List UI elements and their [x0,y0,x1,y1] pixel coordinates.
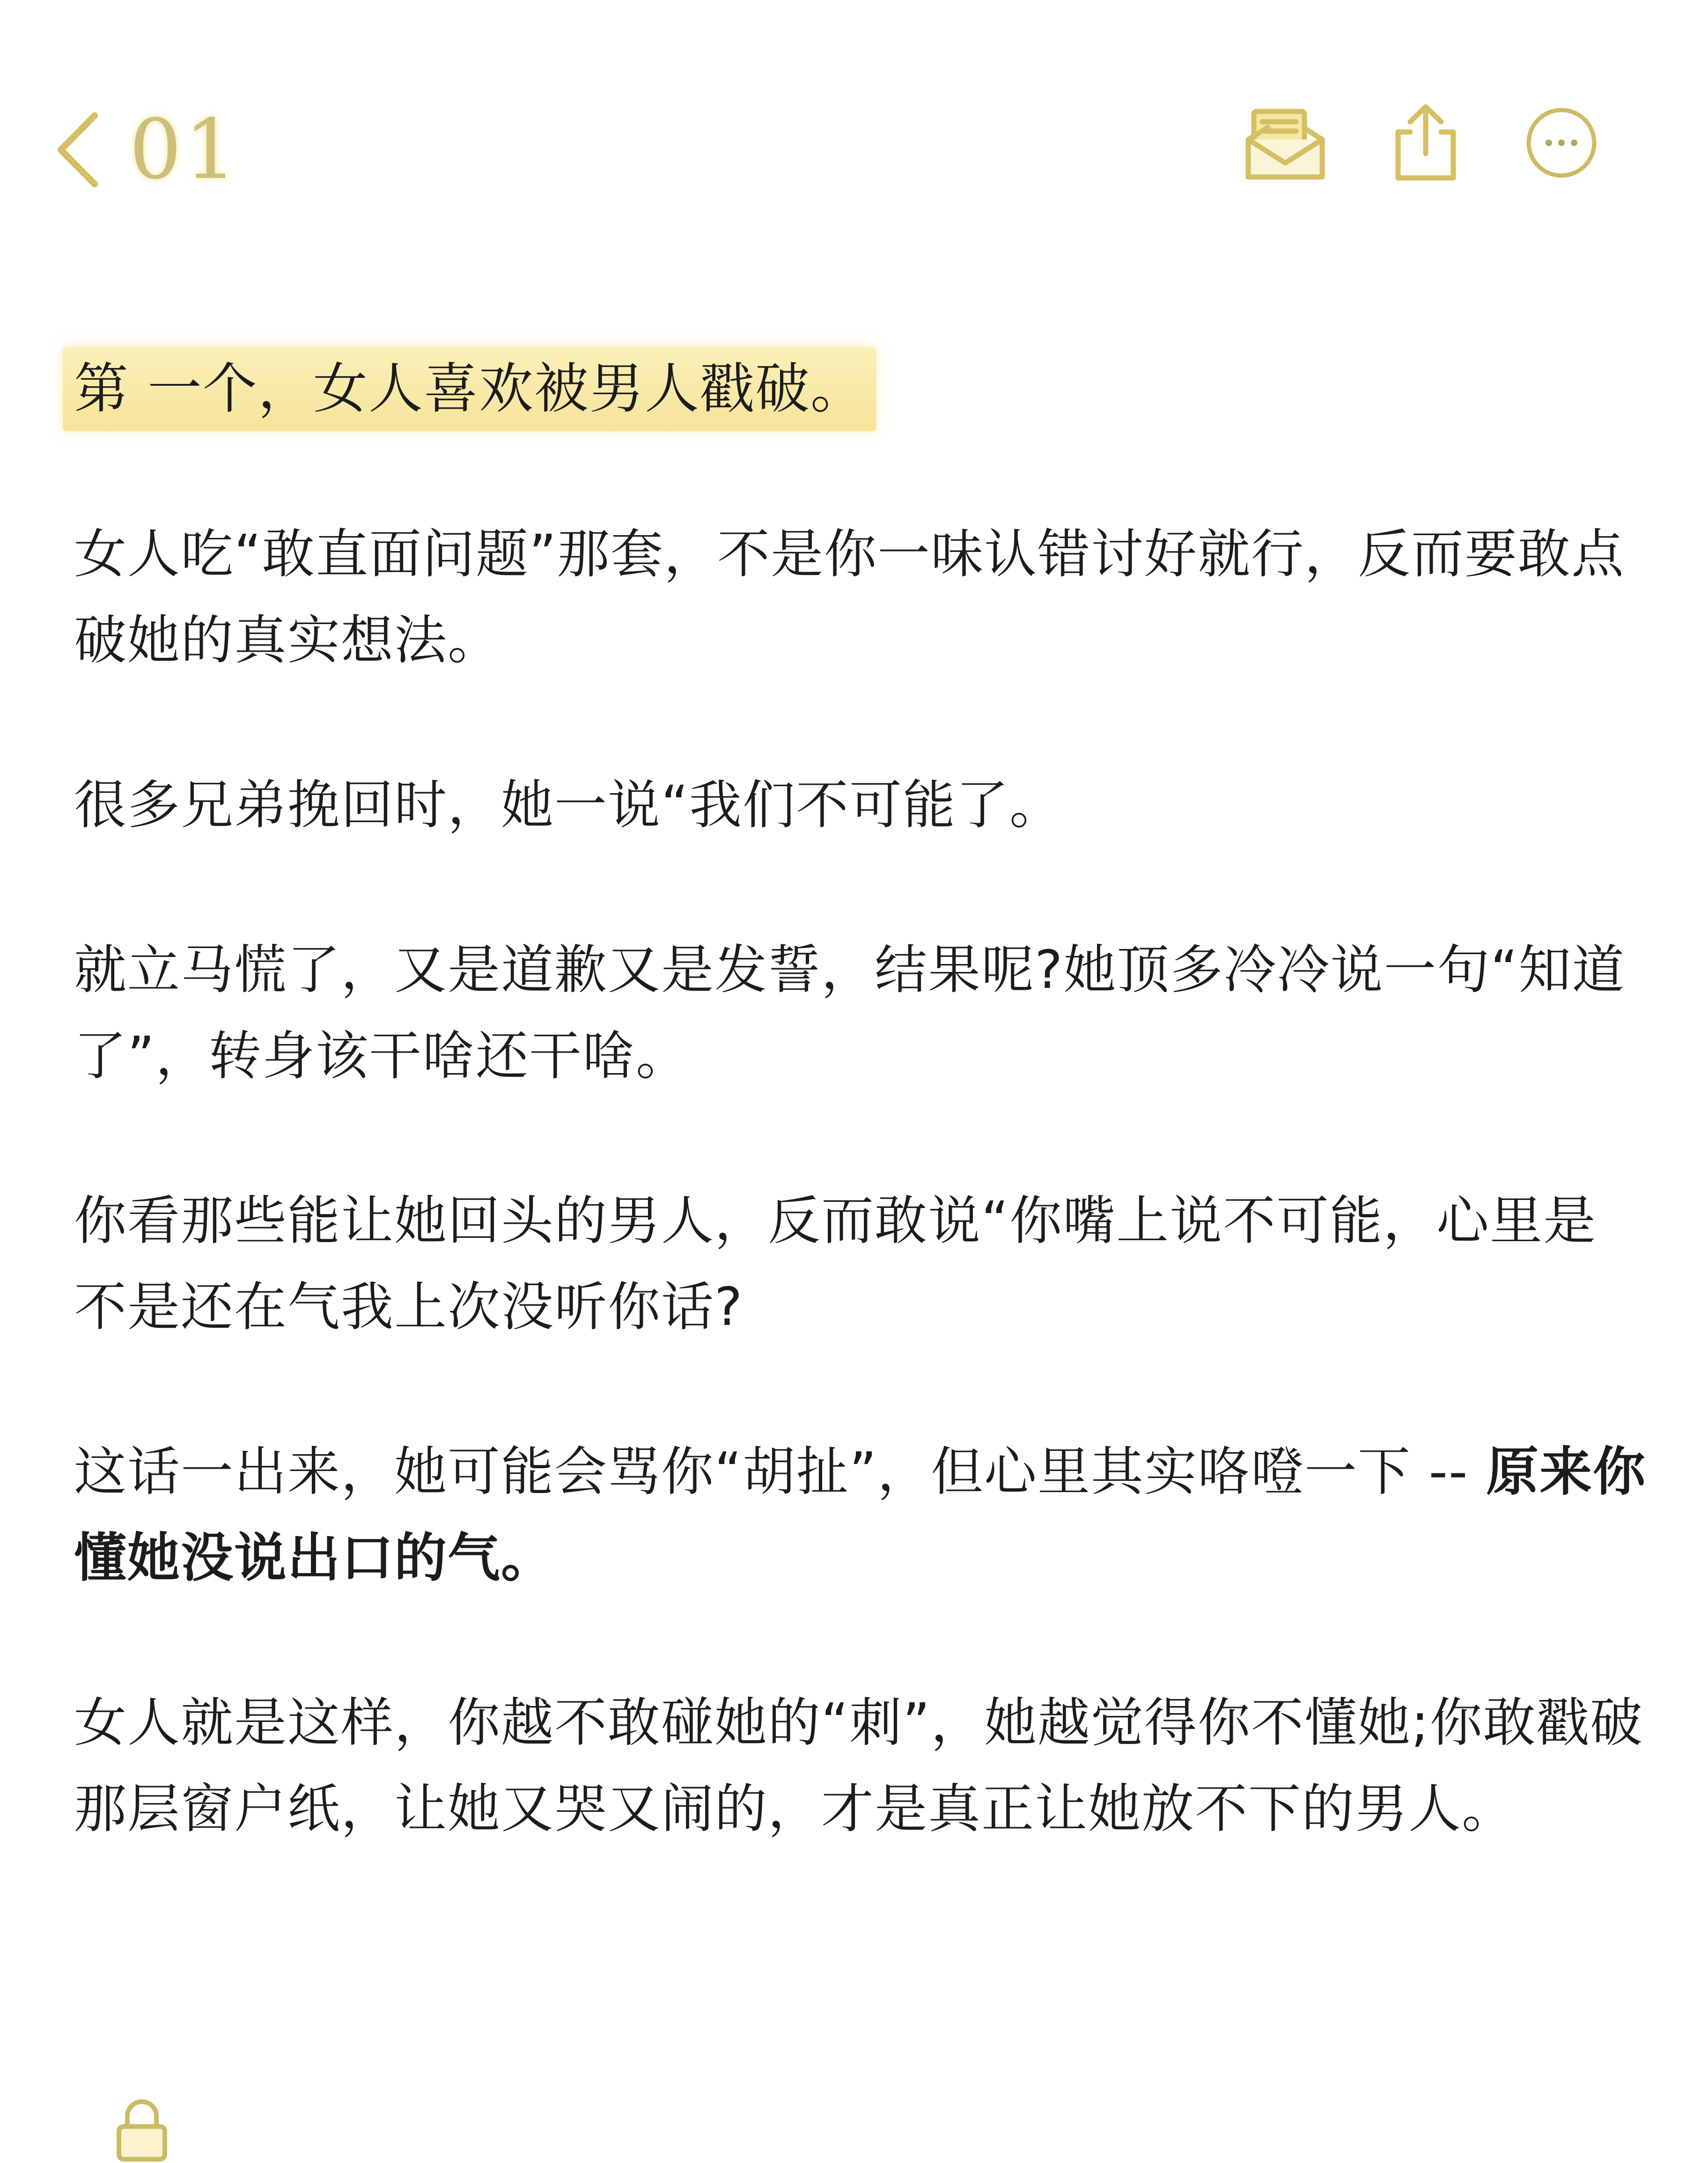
mail-icon[interactable] [1241,98,1330,187]
chevron-left-icon [52,110,103,190]
share-icon[interactable] [1381,98,1470,187]
note-paragraph-1: 女人吃“敢直面问题”那套，不是你一味认错讨好就行，反而要敢点破她的真实想法。 [74,524,1625,671]
back-button[interactable] [52,103,240,197]
navigation-bar [0,0,1708,243]
note-paragraph-5 [74,1429,1647,1601]
paragraph-5-bold-text: 原来你懂她没说出口的气。 [74,1442,1647,1589]
note-paragraph-2: 很多兄弟挽回时，她一说“我们不可能了。 [74,775,1063,836]
note-paragraph-6: 女人就是这样，你越不敢碰她的“刺”，她越觉得你不懂她;你敢戳破那层窗户纸，让她又哭又闹的，才是真正让她放不下的男人。 [74,1692,1643,1839]
paragraph-5-text: 这话一出来，她可能会骂你“胡扯”，但心里其实咯噔一下 -- [74,1442,1487,1502]
note-body[interactable] [74,346,1647,1931]
back-title: 01 [129,102,240,198]
lock-icon[interactable] [107,2093,177,2163]
note-paragraph-4: 你看那些能让她回头的男人，反而敢说“你嘴上说不可能，心里是不是还在气我上次没听你话? [74,1191,1597,1338]
note-heading: 第 一个，女人喜欢被男人戳破。 [63,347,876,431]
heading-row [74,346,1647,433]
note-paragraph-3: 就立马慌了，又是道歉又是发誓，结果呢?她顶多冷冷说一句“知道了”，转身该干啥还干啥。 [74,940,1626,1087]
more-options-icon[interactable] [1517,98,1606,187]
